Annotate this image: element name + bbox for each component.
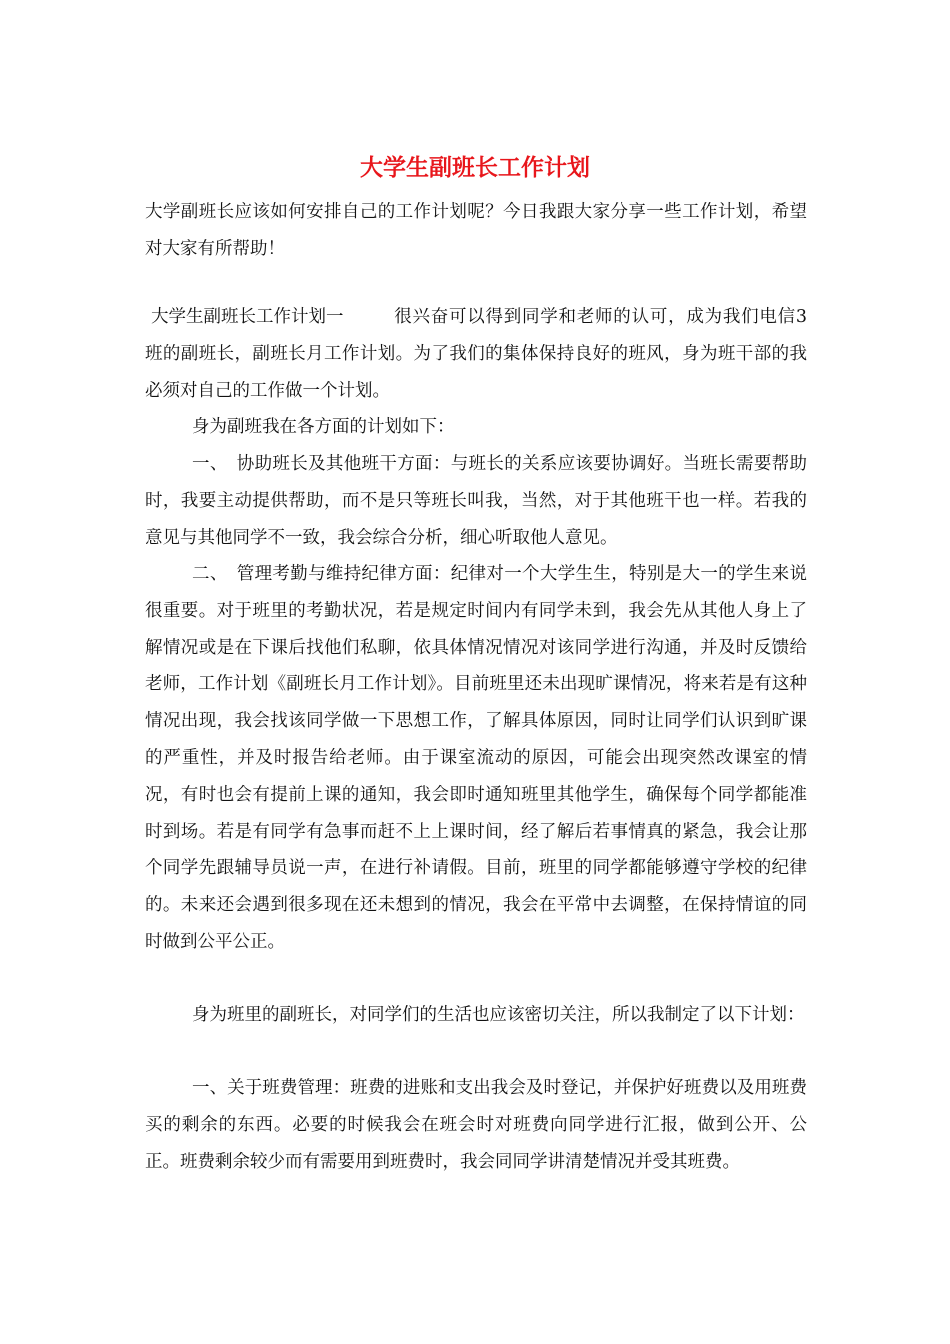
body-paragraph: 二、 管理考勤与维持纪律方面：纪律对一个大学生生，特别是大一的学生来说很重要。对于班里的考勤状况，若是规定时间内有同学未到，我会先从其他人身上了解情况或是在下课后找他们私聊，依具体情况情况对该同学进行沟通，并及时反馈给老师，工作计划《副班长月工作计划》。目前班里还未出现旷课情况，将来若是有这种情况出现，我会找该同学做一下思想工作，了解具体原因，同时让同学们认识到旷课的严重性，并及时报告给老师。由于课室流动的原因，可能会出现突然改课室的情况，有时也会有提前上课的通知，我会即时通知班里其他学生，确保每个同学都能准时到场。若是有同学有急事而赶不上上课时间，经了解后若事情真的紧急，我会让那个同学先跟辅导员说一声，在进行补请假。目前，班里的同学都能够遵守学校的纪律的。未来还会遇到很多现在还未想到的情况，我会在平常中去调整，在保持情谊的同时做到公平公正。: [145, 564, 807, 952]
body-paragraph: 一、关于班费管理：班费的进账和支出我会及时登记，并保护好班费以及用班费买的剩余的东西。必要的时候我会在班会时对班费向同学进行汇报，做到公开、公正。班费剩余较少而有需要用到班费时，我会同同学讲清楚情况并受其班费。: [145, 1078, 807, 1172]
body-paragraph: 身为副班我在各方面的计划如下：: [192, 417, 455, 437]
plan-intro-paragraph: [145, 299, 807, 409]
plan-intro-text: 很兴奋可以得到同学和老师的认可，成为我们电信3班的副班长，副班长月工作计划。为了我们的集体保持良好的班风，身为班干部的我必须对自己的工作做一个计划。: [145, 307, 807, 401]
body-paragraph: 一、 协助班长及其他班干方面：与班长的关系应该要协调好。当班长需要帮助时，我要主动提供帮助，而不是只等班长叫我，当然，对于其他班干也一样。若我的意见与其他同学不一致，我会综合分析，细心听取他人意见。: [145, 454, 807, 548]
document-title: 大学生副班长工作计划: [360, 154, 590, 181]
intro-paragraph: 大学副班长应该如何安排自己的工作计划呢？今日我跟大家分享一些工作计划，希望对大家有所帮助！: [145, 202, 807, 259]
plan-heading: 大学生副班长工作计划一: [151, 307, 344, 327]
body-paragraph: 身为班里的副班长，对同学们的生活也应该密切关注，所以我制定了以下计划：: [192, 1005, 805, 1025]
